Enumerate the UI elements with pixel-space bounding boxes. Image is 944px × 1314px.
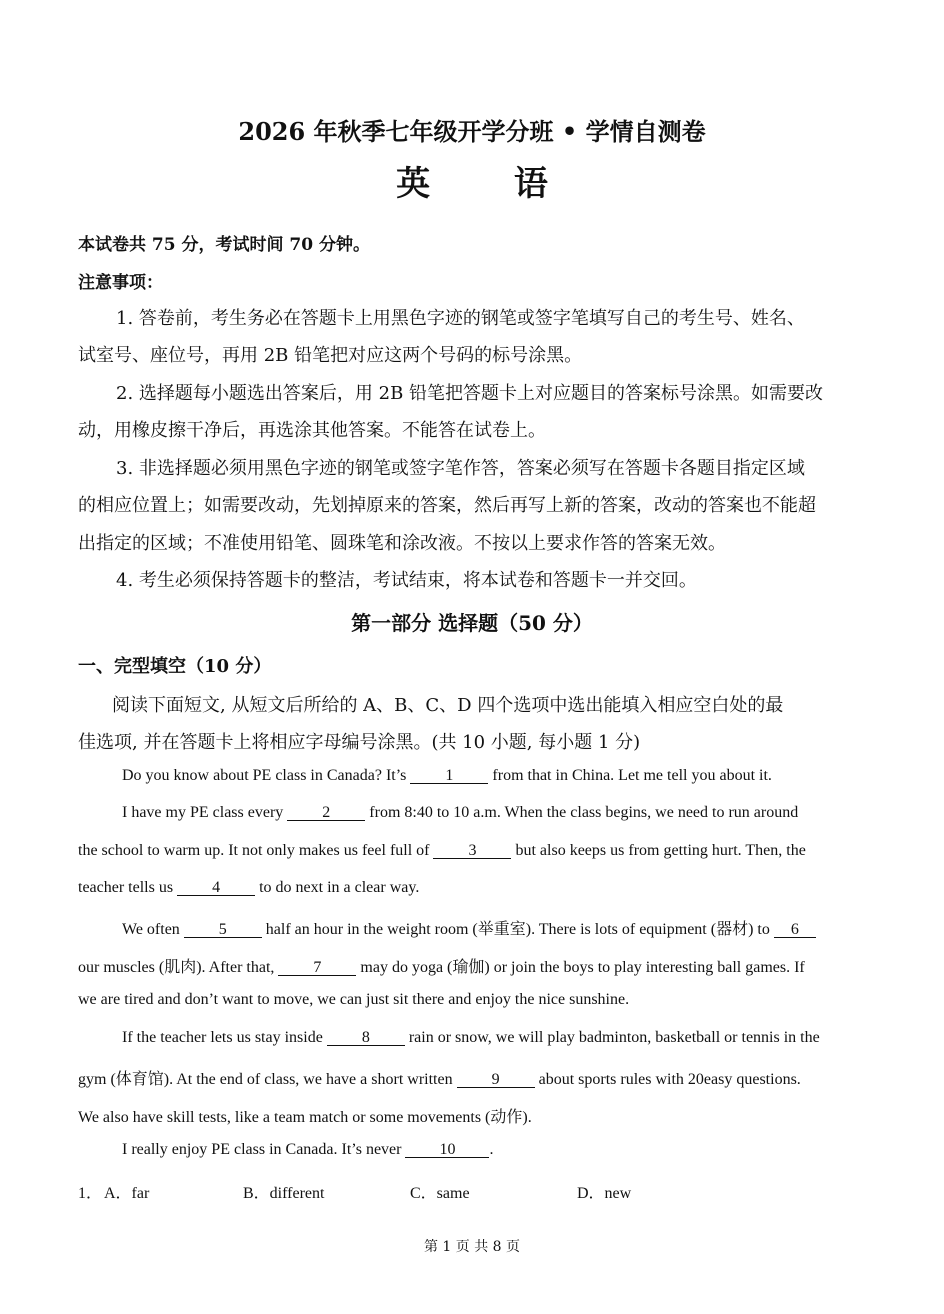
passage-line-9: gym (体育馆). At the end of class, we have a short written 9 about sports rules with 20easy questions. bbox=[78, 1071, 801, 1088]
blank-6: 6 bbox=[774, 922, 816, 938]
passage-line-11: I really enjoy PE class in Canada. It’s never 10 . bbox=[122, 1141, 494, 1158]
passage-line-8: If the teacher lets us stay inside 8 rain or snow, we will play badminton, basketball or tennis in the bbox=[122, 1029, 820, 1046]
blank-7: 7 bbox=[278, 960, 356, 976]
blank-4: 4 bbox=[177, 880, 255, 896]
passage-line-1: Do you know about PE class in Canada? It’s 1 from that in China. Let me tell you about it. bbox=[122, 767, 772, 784]
notice-2-line-2: 动，用橡皮擦干净后，再选涂其他答案。不能答在试卷上。 bbox=[78, 420, 546, 441]
passage-line-6: our muscles (肌肉). After that, 7 may do yoga (瑜伽) or join the boys to play interesting ball games. If bbox=[78, 959, 805, 976]
notice-1-line-2: 试室号、座位号，再用 2B 铅笔把对应这两个号码的标号涂黑。 bbox=[78, 345, 583, 366]
passage-line-10: We also have skill tests, like a team match or some movements (动作). bbox=[78, 1109, 532, 1126]
page-number: 第 1 页 共 8 页 bbox=[423, 1239, 521, 1255]
instructions-line-2: 佳选项, 并在答题卡上将相应字母编号涂黑。(共 10 小题, 每小题 1 分) bbox=[78, 732, 641, 753]
notice-title: 注意事项： bbox=[78, 273, 163, 293]
question-1-option-b: B．different bbox=[243, 1185, 325, 1202]
part-title: 一、完型填空（10 分） bbox=[78, 656, 272, 677]
notice-3-line-3: 出指定的区域；不准使用铅笔、圆珠笔和涂改液。不按以上要求作答的答案无效。 bbox=[78, 533, 726, 554]
passage-line-4: teacher tells us 4 to do next in a clear way. bbox=[78, 879, 420, 896]
notice-4-line-1: 4. 考生必须保持答题卡的整洁，考试结束，将本试卷和答题卡一并交回。 bbox=[116, 570, 697, 591]
question-1-number: 1． bbox=[78, 1185, 103, 1202]
blank-8: 8 bbox=[327, 1030, 405, 1046]
blank-3: 3 bbox=[433, 843, 511, 859]
passage-line-5: We often 5 half an hour in the weight room (举重室). There is lots of equipment (器材) to 6 bbox=[122, 916, 816, 939]
passage-line-3: the school to warm up. It not only makes us feel full of 3 but also keeps us from getting hurt. Then, the bbox=[78, 842, 806, 859]
instructions-line-1: 阅读下面短文, 从短文后所给的 A、B、C、D 四个选项中选出能填入相应空白处的最 bbox=[112, 695, 784, 716]
subject-title: 英 语 bbox=[396, 164, 584, 204]
passage-line-2: I have my PE class every 2 from 8:40 to 10 a.m. When the class begins, we need to run around bbox=[122, 804, 799, 821]
question-1-option-d: D．new bbox=[577, 1185, 632, 1202]
blank-9: 9 bbox=[457, 1072, 535, 1088]
blank-10: 10 bbox=[405, 1142, 489, 1158]
passage-line-7: we are tired and don’t want to move, we can just sit there and enjoy the nice sunshine. bbox=[78, 991, 630, 1008]
question-1-option-c: C．same bbox=[410, 1185, 470, 1202]
notice-1-line-1: 1. 答卷前，考生务必在答题卡上用黑色字迹的钢笔或签字笔填写自己的考生号、姓名、 bbox=[116, 308, 805, 329]
notice-3-line-2: 的相应位置上；如需要改动，先划掉原来的答案，然后再写上新的答案，改动的答案也不能超 bbox=[78, 495, 816, 516]
blank-1: 1 bbox=[410, 768, 488, 784]
notice-2-line-1: 2. 选择题每小题选出答案后，用 2B 铅笔把答题卡上对应题目的答案标号涂黑。如需要改 bbox=[116, 383, 824, 404]
score-time-info: 本试卷共 75 分，考试时间 70 分钟。 bbox=[78, 235, 370, 255]
section-title: 第一部分 选择题（50 分） bbox=[351, 611, 593, 635]
blank-2: 2 bbox=[287, 805, 365, 821]
exam-title: 2026 年秋季七年级开学分班 • 学情自测卷 bbox=[238, 117, 706, 146]
notice-3-line-1: 3. 非选择题必须用黑色字迹的钢笔或签字笔作答，答案必须写在答题卡各题目指定区域 bbox=[116, 458, 805, 479]
blank-5: 5 bbox=[184, 922, 262, 938]
question-1-option-a: A．far bbox=[104, 1185, 150, 1202]
